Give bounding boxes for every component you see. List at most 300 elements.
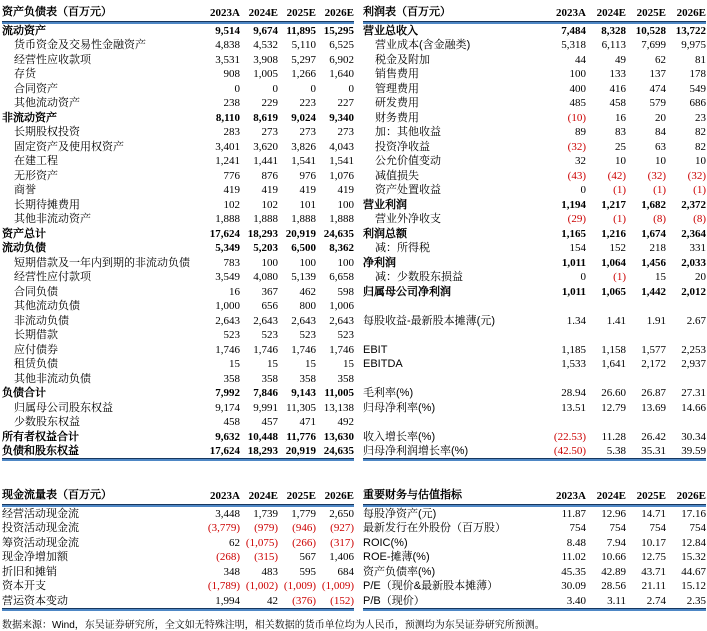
cell-value: 6,658 xyxy=(329,271,354,284)
cell-value: 17.16 xyxy=(681,507,706,520)
cell-value: 358 xyxy=(299,372,316,385)
cell-value: 14.66 xyxy=(681,401,706,414)
cell-value: (1) xyxy=(613,213,626,226)
cell-value: 876 xyxy=(261,169,278,182)
row-label: 归属母公司净利润 xyxy=(363,285,451,298)
cell-value: 419 xyxy=(261,184,278,197)
cell-value: 1,064 xyxy=(601,256,626,269)
cell-value: 1,739 xyxy=(253,507,278,520)
spacer-row xyxy=(363,329,706,344)
row-label: 无形资产 xyxy=(14,169,58,182)
cell-value: 11,895 xyxy=(286,24,316,37)
cell-value: 17,624 xyxy=(209,227,240,240)
cell-value: (946) xyxy=(292,522,316,535)
cell-value: 483 xyxy=(261,565,278,578)
table-header-row xyxy=(363,485,706,506)
cell-value: (1) xyxy=(613,271,626,284)
cell-value: 0 xyxy=(310,82,316,95)
cell-value: 348 xyxy=(223,565,240,578)
row-label: 现金净增加额 xyxy=(2,551,68,564)
cell-value: 100 xyxy=(261,256,278,269)
cell-value: 4,532 xyxy=(253,39,278,52)
spacer-row xyxy=(363,416,706,431)
table-row xyxy=(363,565,706,580)
row-label: 投资活动现金流 xyxy=(2,522,79,535)
row-label: 最新发行在外股份（百万股） xyxy=(363,522,506,535)
row-label: 长期待摊费用 xyxy=(14,198,80,211)
column-header: 2024E xyxy=(240,485,278,506)
cell-value: (32) xyxy=(687,169,706,182)
cell-value: 8,110 xyxy=(215,111,240,124)
cell-value: 783 xyxy=(223,256,240,269)
cell-value: 0 xyxy=(580,271,586,284)
cell-value: 5,139 xyxy=(291,271,316,284)
cell-value: 28.56 xyxy=(601,580,626,593)
cell-value: 100 xyxy=(569,68,586,81)
cell-value: 1,746 xyxy=(215,343,240,356)
cell-value: 1,076 xyxy=(329,169,354,182)
cell-value: 474 xyxy=(649,82,666,95)
table-row xyxy=(2,372,354,387)
cell-value: (22.53) xyxy=(553,430,586,443)
cell-value: 2,650 xyxy=(329,507,354,520)
table-row xyxy=(363,111,706,126)
row-label: 毛利率(%) xyxy=(363,387,414,400)
metrics-table xyxy=(363,485,706,611)
cell-value: 15 xyxy=(343,358,354,371)
table-row xyxy=(363,343,706,358)
balance-sheet-table xyxy=(2,2,354,461)
cell-value: 419 xyxy=(299,184,316,197)
table-row xyxy=(2,155,354,170)
row-label: 折旧和摊销 xyxy=(2,565,57,578)
cell-value: 1,005 xyxy=(253,68,278,81)
cell-value: 579 xyxy=(649,97,666,110)
cell-value: (1,009) xyxy=(283,580,316,593)
column-header: 2026E xyxy=(316,2,354,23)
cell-value: 0 xyxy=(234,82,240,95)
cell-value: 223 xyxy=(299,97,316,110)
table-row xyxy=(363,271,706,286)
cell-value: 3,908 xyxy=(253,53,278,66)
cell-value: 21.11 xyxy=(641,580,666,593)
row-label: 经营活动现金流 xyxy=(2,507,79,520)
cell-value: 102 xyxy=(223,198,240,211)
table-row xyxy=(2,82,354,97)
cell-value: 10,528 xyxy=(635,24,666,37)
cell-value: 2.74 xyxy=(626,594,666,610)
table-row xyxy=(2,594,354,610)
cell-value: 11.02 xyxy=(561,551,586,564)
cell-value: 908 xyxy=(223,68,240,81)
cell-value: 9,632 xyxy=(215,430,240,443)
cell-value: 4,838 xyxy=(215,39,240,52)
table-row xyxy=(2,242,354,257)
cell-value: 26.42 xyxy=(641,430,666,443)
balance-sheet-section xyxy=(2,2,354,461)
cell-value: 273 xyxy=(337,126,354,139)
table-row xyxy=(2,23,354,39)
cell-value: 100 xyxy=(337,198,354,211)
cell-value: 3,549 xyxy=(215,271,240,284)
row-label: 减：所得税 xyxy=(375,242,430,255)
row-label: 短期借款及一年内到期的非流动负债 xyxy=(14,256,190,269)
cell-value: 9,143 xyxy=(291,387,316,400)
cell-value: 1,682 xyxy=(641,198,666,211)
cell-value: 458 xyxy=(609,97,626,110)
cell-value: 89 xyxy=(575,126,586,139)
cell-value: 1,888 xyxy=(215,213,240,226)
cell-value: 462 xyxy=(299,285,316,298)
cell-value: 7,846 xyxy=(253,387,278,400)
cell-value: 1,994 xyxy=(202,594,240,610)
table-row xyxy=(2,97,354,112)
cell-value: 30.34 xyxy=(681,430,706,443)
cell-value: 1,006 xyxy=(329,300,354,313)
row-label: 租赁负债 xyxy=(14,358,58,371)
table-row xyxy=(2,522,354,537)
cell-value: (1,789) xyxy=(207,580,240,593)
row-label: 经营性应付款项 xyxy=(14,271,91,284)
table-row xyxy=(2,551,354,566)
cell-value: 567 xyxy=(299,551,316,564)
row-label: 筹资活动现金流 xyxy=(2,536,79,549)
cell-value: 15 xyxy=(267,358,278,371)
spacer-row xyxy=(363,300,706,315)
cell-value: 1,011 xyxy=(561,256,586,269)
cell-value: 10 xyxy=(655,155,666,168)
row-label: 应付债券 xyxy=(14,343,58,356)
cell-value: (266) xyxy=(292,536,316,549)
cell-value: 1,674 xyxy=(641,227,666,240)
cell-value: 1,746 xyxy=(253,343,278,356)
cell-value: 3.11 xyxy=(586,594,626,610)
cell-value: 10.66 xyxy=(601,551,626,564)
cell-value: 2,643 xyxy=(291,314,316,327)
cell-value: 63 xyxy=(655,140,666,153)
cell-value: 39.59 xyxy=(666,445,706,461)
spacer-cell xyxy=(363,416,706,431)
cell-value: 1,406 xyxy=(329,551,354,564)
table-row xyxy=(2,53,354,68)
cell-value: 2,033 xyxy=(681,256,706,269)
cell-value: (376) xyxy=(278,594,316,610)
cell-value: 12.96 xyxy=(601,507,626,520)
row-label: 资本开支 xyxy=(2,580,46,593)
table-row xyxy=(363,285,706,300)
spacer-cell xyxy=(363,329,706,344)
cell-value: 1,216 xyxy=(601,227,626,240)
cell-value: 5.38 xyxy=(586,445,626,461)
cell-value: 10,448 xyxy=(247,430,278,443)
cell-value: 2,643 xyxy=(253,314,278,327)
cell-value: 133 xyxy=(609,68,626,81)
table-header-row xyxy=(2,485,354,506)
table-row xyxy=(2,416,354,431)
cell-value: 44 xyxy=(575,53,586,66)
cell-value: 7,699 xyxy=(641,39,666,52)
cell-value: (29) xyxy=(567,213,586,226)
cell-value: 13,630 xyxy=(323,430,354,443)
row-label: 在建工程 xyxy=(14,155,58,168)
table-title: 重要财务与估值指标 xyxy=(363,485,546,506)
table-row xyxy=(363,53,706,68)
table-row xyxy=(363,551,706,566)
table-row xyxy=(2,401,354,416)
table-row xyxy=(2,300,354,315)
table-row xyxy=(363,522,706,537)
cell-value: 10.17 xyxy=(641,536,666,549)
cell-value: 16 xyxy=(229,285,240,298)
cell-value: 595 xyxy=(299,565,316,578)
row-label: 资产总计 xyxy=(2,227,46,240)
table-row xyxy=(363,23,706,39)
cell-value: 358 xyxy=(223,372,240,385)
cell-value: (3,779) xyxy=(207,522,240,535)
cell-value: 273 xyxy=(299,126,316,139)
cell-value: (1,002) xyxy=(245,580,278,593)
cell-value: 154 xyxy=(569,242,586,255)
cell-value: 2,643 xyxy=(215,314,240,327)
cell-value: 8.48 xyxy=(566,536,586,549)
cell-value: 4,080 xyxy=(253,271,278,284)
row-label: 利润总额 xyxy=(363,227,407,240)
row-label: 营业外净收支 xyxy=(375,213,441,226)
cell-value: 686 xyxy=(689,97,706,110)
cell-value: 12.84 xyxy=(681,536,706,549)
table-row xyxy=(2,111,354,126)
table-row xyxy=(363,126,706,141)
cell-value: 9,024 xyxy=(291,111,316,124)
cell-value: 3,448 xyxy=(215,507,240,520)
cell-value: 754 xyxy=(649,522,666,535)
cell-value: 1,640 xyxy=(329,68,354,81)
column-header: 2024E xyxy=(586,485,626,506)
cell-value: 6,525 xyxy=(329,39,354,52)
cell-value: 1,888 xyxy=(253,213,278,226)
cell-value: 471 xyxy=(299,416,316,429)
cell-value: (43) xyxy=(567,169,586,182)
cell-value: 9,674 xyxy=(253,24,278,37)
cell-value: 11,005 xyxy=(324,387,354,400)
table-row xyxy=(363,82,706,97)
row-label: 流动资产 xyxy=(2,24,46,37)
row-label: 净利润 xyxy=(363,256,396,269)
cell-value: 800 xyxy=(299,300,316,313)
table-row xyxy=(363,213,706,228)
row-label: 经营性应收款项 xyxy=(14,53,91,66)
row-label: 归母净利润增长率(%) xyxy=(363,445,546,461)
row-label: 管理费用 xyxy=(375,82,419,95)
cell-value: (32) xyxy=(567,140,586,153)
spacer-cell xyxy=(363,300,706,315)
row-label: 营业利润 xyxy=(363,198,407,211)
cell-value: 273 xyxy=(261,126,278,139)
table-row xyxy=(2,213,354,228)
table-header-row xyxy=(2,2,354,23)
cell-value: 2,643 xyxy=(329,314,354,327)
row-label: P/B（现价） xyxy=(363,594,546,610)
cell-value: 1,779 xyxy=(291,507,316,520)
row-label: 少数股东权益 xyxy=(14,416,80,429)
row-label: 其他非流动负债 xyxy=(14,372,91,385)
table-row xyxy=(2,68,354,83)
cell-value: 62 xyxy=(229,536,240,549)
cell-value: 754 xyxy=(569,522,586,535)
row-label: 归属母公司股东权益 xyxy=(14,401,113,414)
top-tables-row xyxy=(2,2,706,461)
row-label: 销售费用 xyxy=(375,68,419,81)
row-label: 每股净资产(元) xyxy=(363,507,437,520)
cell-value: 13,138 xyxy=(323,401,354,414)
cell-value: 100 xyxy=(299,256,316,269)
cash-flow-section xyxy=(2,485,354,611)
table-row xyxy=(363,580,706,595)
cell-value: 10 xyxy=(615,155,626,168)
cell-value: 419 xyxy=(223,184,240,197)
row-label: 投资净收益 xyxy=(375,140,430,153)
cell-value: 43.71 xyxy=(641,565,666,578)
cell-value: 10 xyxy=(695,155,706,168)
row-label: 流动负债 xyxy=(2,242,46,255)
cell-value: 13.51 xyxy=(561,401,586,414)
row-label: 减：少数股东损益 xyxy=(375,271,463,284)
cell-value: 1,266 xyxy=(291,68,316,81)
row-label: 其他流动负债 xyxy=(14,300,80,313)
cell-value: 0 xyxy=(272,82,278,95)
cell-value: (979) xyxy=(254,522,278,535)
cell-value: 17,624 xyxy=(202,445,240,461)
cell-value: 1,577 xyxy=(641,343,666,356)
cell-value: 492 xyxy=(337,416,354,429)
cell-value: 178 xyxy=(689,68,706,81)
cell-value: 523 xyxy=(299,329,316,342)
cell-value: 42.89 xyxy=(601,565,626,578)
cell-value: 1,746 xyxy=(291,343,316,356)
table-row xyxy=(2,343,354,358)
cell-value: 20,919 xyxy=(278,445,316,461)
table-row xyxy=(363,97,706,112)
cash-flow-table xyxy=(2,485,354,611)
cell-value: 7,484 xyxy=(561,24,586,37)
cell-value: 18,293 xyxy=(247,227,278,240)
cell-value: 2,937 xyxy=(681,358,706,371)
cell-value: 458 xyxy=(223,416,240,429)
column-header: 2026E xyxy=(316,485,354,506)
cell-value: 1,888 xyxy=(329,213,354,226)
row-label: 固定资产及使用权资产 xyxy=(14,140,124,153)
cell-value: 26.87 xyxy=(641,387,666,400)
cell-value: 9,991 xyxy=(253,401,278,414)
cell-value: 1,888 xyxy=(291,213,316,226)
row-label: 营业总收入 xyxy=(363,24,418,37)
cell-value: 42 xyxy=(240,594,278,610)
cell-value: 25 xyxy=(615,140,626,153)
cell-value: 20 xyxy=(695,271,706,284)
cell-value: (1,009) xyxy=(321,580,354,593)
spacer-row xyxy=(363,372,706,387)
cell-value: 20 xyxy=(655,111,666,124)
cell-value: 400 xyxy=(569,82,586,95)
column-header: 2023A xyxy=(202,2,240,23)
cell-value: 24,635 xyxy=(323,227,354,240)
column-header: 2025E xyxy=(626,2,666,23)
cell-value: 523 xyxy=(261,329,278,342)
cell-value: (315) xyxy=(254,551,278,564)
table-row xyxy=(2,580,354,595)
column-header: 2026E xyxy=(666,485,706,506)
cell-value: 1,241 xyxy=(215,155,240,168)
column-header: 2023A xyxy=(202,485,240,506)
cell-value: 283 xyxy=(223,126,240,139)
cell-value: 9,514 xyxy=(215,24,240,37)
cell-value: 358 xyxy=(337,372,354,385)
cell-value: 2.35 xyxy=(666,594,706,610)
table-row xyxy=(2,169,354,184)
cell-value: 5,297 xyxy=(291,53,316,66)
cell-value: 11,776 xyxy=(286,430,316,443)
table-row xyxy=(2,387,354,402)
cell-value: 8,362 xyxy=(329,242,354,255)
cell-value: 62 xyxy=(655,53,666,66)
cell-value: 549 xyxy=(689,82,706,95)
table-row xyxy=(2,314,354,329)
column-header: 2026E xyxy=(666,2,706,23)
table-row xyxy=(363,401,706,416)
cell-value: 0 xyxy=(348,82,354,95)
table-row xyxy=(2,184,354,199)
row-label: 资产负债率(%) xyxy=(363,565,436,578)
cell-value: 3,531 xyxy=(215,53,240,66)
cell-value: 656 xyxy=(261,300,278,313)
table-row xyxy=(2,126,354,141)
cell-value: 1,194 xyxy=(561,198,586,211)
row-label: 归母净利率(%) xyxy=(363,401,436,414)
cell-value: 0 xyxy=(580,184,586,197)
column-header: 2025E xyxy=(278,485,316,506)
cell-value: (152) xyxy=(316,594,354,610)
row-label: 长期借款 xyxy=(14,329,58,342)
cell-value: 15.12 xyxy=(681,580,706,593)
cell-value: 9,975 xyxy=(681,39,706,52)
cell-value: 1,533 xyxy=(561,358,586,371)
table-title: 现金流量表（百万元） xyxy=(2,485,202,506)
row-label: 营运资本变动 xyxy=(2,594,202,610)
column-header: 2024E xyxy=(240,2,278,23)
table-row xyxy=(363,184,706,199)
row-label: 每股收益-最新股本摊薄(元) xyxy=(363,314,495,327)
row-label: 公允价值变动 xyxy=(375,155,441,168)
cell-value: 1,441 xyxy=(253,155,278,168)
row-label: 非流动资产 xyxy=(2,111,57,124)
column-header: 2025E xyxy=(278,2,316,23)
cell-value: 2,364 xyxy=(681,227,706,240)
cell-value: 82 xyxy=(695,126,706,139)
cell-value: 2,253 xyxy=(681,343,706,356)
cell-value: 1.91 xyxy=(646,314,666,327)
row-label: 存货 xyxy=(14,68,36,81)
cell-value: 26.60 xyxy=(601,387,626,400)
cell-value: 367 xyxy=(261,285,278,298)
table-row xyxy=(363,39,706,54)
cell-value: 1,185 xyxy=(561,343,586,356)
cell-value: 485 xyxy=(569,97,586,110)
cell-value: 12.79 xyxy=(601,401,626,414)
income-statement-table xyxy=(363,2,706,461)
row-label: 合同资产 xyxy=(14,82,58,95)
cell-value: 9,174 xyxy=(215,401,240,414)
cell-value: 137 xyxy=(649,68,666,81)
